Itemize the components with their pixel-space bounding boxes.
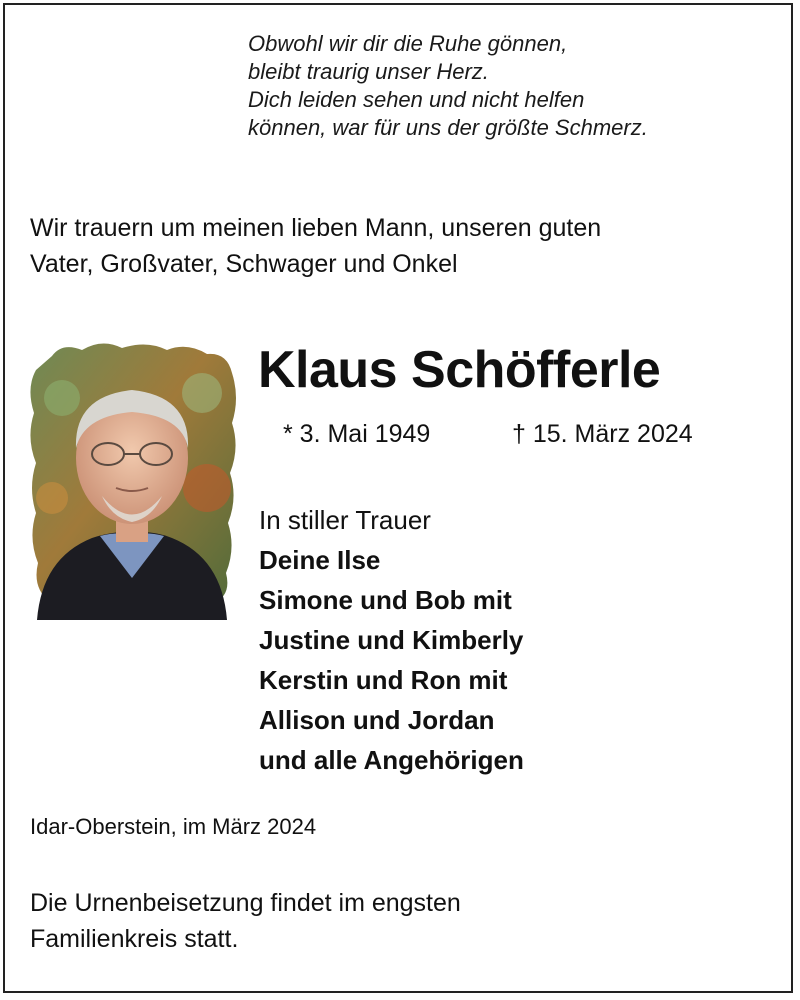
mourner-name: Deine Ilse [259, 545, 381, 575]
poem-line: bleibt traurig unser Herz. [248, 59, 489, 84]
portrait-photo [22, 338, 242, 620]
mourner-name: und alle Angehörigen [259, 745, 524, 775]
mourners-block [259, 500, 524, 780]
intro-line: Wir trauern um meinen lieben Mann, unseren guten [30, 214, 602, 242]
note-line: Die Urnenbeisetzung findet im engsten [30, 889, 461, 917]
mourner-name: Allison und Jordan [259, 705, 495, 735]
mourner-name: Kerstin und Ron mit [259, 665, 508, 695]
poem [248, 30, 648, 142]
mourner-name: Justine und Kimberly [259, 625, 524, 655]
death-date: † 15. März 2024 [512, 420, 693, 448]
mourners-lead: In stiller Trauer [259, 505, 431, 535]
note-line: Familienkreis statt. [30, 925, 239, 953]
burial-note [30, 885, 461, 957]
poem-line: Dich leiden sehen und nicht helfen [248, 87, 585, 112]
poem-line: können, war für uns der größte Schmerz. [248, 115, 648, 140]
birth-date: * 3. Mai 1949 [283, 420, 431, 448]
place-date: Idar-Oberstein, im März 2024 [30, 814, 317, 839]
poem-line: Obwohl wir dir die Ruhe gönnen, [248, 31, 568, 56]
intro-line: Vater, Großvater, Schwager und Onkel [30, 250, 458, 278]
intro-text [30, 210, 601, 282]
deceased-name: Klaus Schöfferle [258, 341, 661, 399]
mourner-name: Simone und Bob mit [259, 585, 512, 615]
